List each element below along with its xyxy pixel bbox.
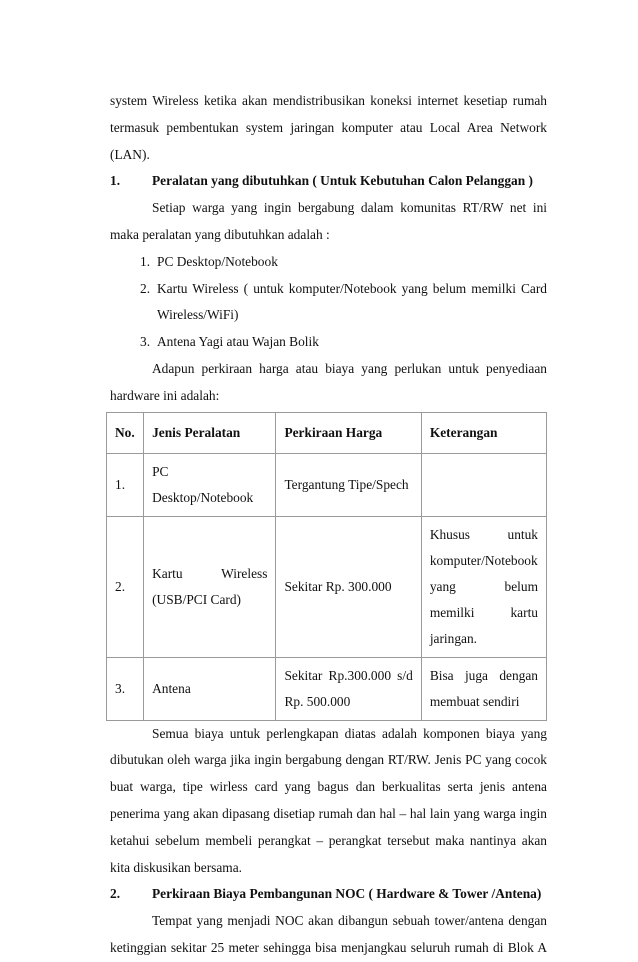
cell-jenis: Antena [144, 657, 276, 720]
section-2-paragraph: Tempat yang menjadi NOC akan dibangun sebuah tower/antena dengan ketinggian sekitar 25 meter sehingga bisa menjangkau seluruh rumah di Blok A [110, 913, 547, 955]
section-1-heading [110, 168, 547, 195]
cell-no: 2. [107, 516, 144, 657]
section-1-lead: Setiap warga yang ingin bergabung dalam komunitas RT/RW net ini maka peralatan yang dibutuhkan adalah : [110, 200, 547, 242]
list-item-text: Kartu Wireless ( untuk komputer/Notebook yang belum memilki Card Wireless/WiFi) [157, 280, 547, 323]
cell-harga: Sekitar Rp. 300.000 [276, 516, 421, 657]
table-row [107, 453, 547, 516]
cell-jenis: Kartu Wireless (USB/PCI Card) [144, 516, 276, 657]
cell-harga: Sekitar Rp.300.000 s/d Rp. 500.000 [276, 657, 421, 720]
equipment-list [110, 249, 547, 356]
section-2-number: 2. [110, 886, 121, 902]
price-intro-paragraph: Adapun perkiraan harga atau biaya yang perlukan untuk penyediaan hardware ini adalah: [110, 360, 547, 403]
table-row [107, 657, 547, 720]
cell-harga: Tergantung Tipe/Spech [276, 453, 421, 516]
intro-paragraph: system Wireless ketika akan mendistribusikan koneksi internet kesetiap rumah termasuk pembentukan system jaringan komputer atau Local Area Network (LAN). [110, 93, 547, 162]
list-item-number: 3. [140, 334, 151, 350]
table-row [107, 516, 547, 657]
list-item [110, 329, 547, 356]
header-jenis: Jenis Peralatan [144, 412, 276, 453]
cell-keterangan: Khusus untuk komputer/Notebook yang belum memilki kartu jaringan. [421, 516, 546, 657]
header-no: No. [107, 412, 144, 453]
header-harga: Perkiraan Harga [276, 412, 421, 453]
list-item-number: 1. [140, 253, 151, 269]
cell-no: 3. [107, 657, 144, 720]
section-2-title: Perkiraan Biaya Pembangunan NOC ( Hardware & Tower /Antena) [152, 886, 542, 902]
cell-keterangan [421, 453, 546, 516]
cell-keterangan: Bisa juga dengan membuat sendiri [421, 657, 546, 720]
cell-jenis: PC Desktop/Notebook [144, 453, 276, 516]
price-table [106, 412, 547, 721]
header-keterangan: Keterangan [421, 412, 546, 453]
list-item-text: PC Desktop/Notebook [157, 253, 278, 269]
document-page [110, 88, 547, 962]
list-item-number: 2. [140, 280, 151, 296]
after-table-paragraph: Semua biaya untuk perlengkapan diatas adalah komponen biaya yang dibutukan oleh warga jika ingin bergabung dengan RT/RW. Jenis PC yang cocok buat warga, tipe wirless card yang bagus dan berkualitas serta jenis antena penerima yang akan dipasang disetiap rumah dan hal – hal lain yang warga ingin ketahui sebelum membeli perangkat – perangkat tersebut maka nantinya akan kita diskusikan bersama. [110, 725, 547, 875]
cell-no: 1. [107, 453, 144, 516]
list-item [110, 249, 547, 276]
section-1-title: Peralatan yang dibutuhkan ( Untuk Kebutuhan Calon Pelanggan ) [152, 173, 533, 189]
table-header-row [107, 412, 547, 453]
section-2-heading [110, 881, 547, 908]
list-item-text: Antena Yagi atau Wajan Bolik [157, 334, 319, 350]
section-1-number: 1. [110, 173, 121, 189]
list-item [110, 276, 547, 330]
